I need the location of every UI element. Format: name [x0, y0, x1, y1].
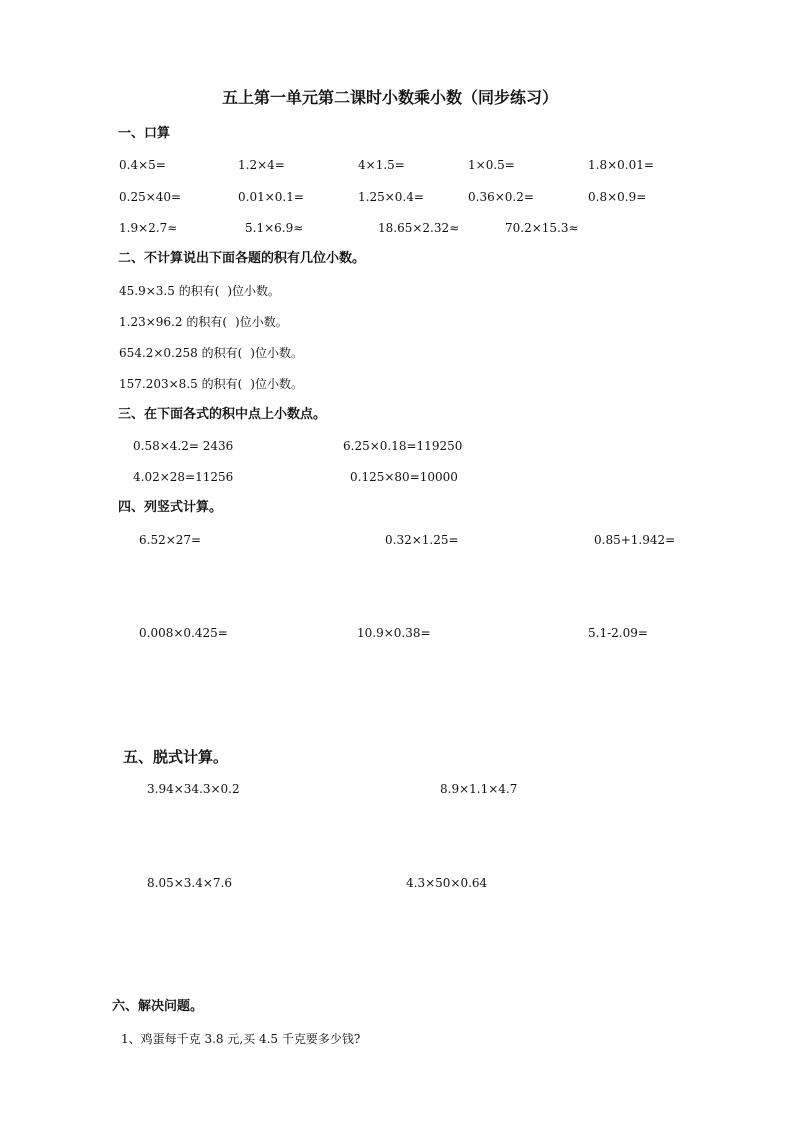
word-problem-1: 1、鸡蛋每千克 3.8 元,买 4.5 千克要多少钱? — [121, 1032, 361, 1046]
s4-item: 6.52×27= — [139, 533, 202, 547]
s2-item — [119, 315, 288, 329]
s2-item — [119, 284, 280, 298]
s2-post: )位小数。 — [250, 346, 303, 360]
s1-item: 0.8×0.9= — [588, 190, 647, 204]
section-1-heading: 一、口算 — [118, 126, 171, 141]
section-3-heading: 三、在下面各式的积中点上小数点。 — [118, 407, 327, 422]
s2-post: )位小数。 — [250, 377, 303, 391]
s2-pre: 的积有( — [201, 346, 243, 360]
s2-pre: 的积有( — [201, 377, 243, 391]
s1-item: 0.01×0.1= — [238, 190, 304, 204]
s3-item: 0.125×80=10000 — [350, 470, 458, 484]
s1-item: 18.65×2.32≈ — [378, 221, 460, 235]
s1-item: 1.25×0.4= — [358, 190, 424, 204]
s3-item: 6.25×0.18=119250 — [343, 439, 463, 453]
s4-item: 0.32×1.25= — [385, 533, 459, 547]
s5-item: 4.3×50×0.64 — [406, 876, 488, 890]
s2-post: )位小数。 — [227, 284, 281, 298]
s1-item: 4×1.5= — [358, 158, 405, 172]
s1-item: 0.36×0.2= — [468, 190, 534, 204]
s1-item: 1.2×4= — [238, 158, 285, 172]
s2-pre: 的积有( — [186, 315, 228, 329]
s1-item: 0.25×40= — [119, 190, 182, 204]
s4-item: 0.008×0.425= — [139, 626, 228, 640]
s3-item: 4.02×28=11256 — [133, 470, 234, 484]
s1-item: 0.4×5= — [119, 158, 166, 172]
section-4-heading: 四、列竖式计算。 — [118, 500, 223, 515]
s1-item: 1.9×2.7≈ — [119, 221, 178, 235]
page-title: 五上第一单元第二课时小数乘小数（同步练习） — [222, 88, 559, 107]
section-5-heading: 五、脱式计算。 — [123, 748, 229, 766]
s2-pre: 的积有( — [178, 284, 220, 298]
s3-item: 0.58×4.2= 2436 — [133, 439, 234, 453]
s4-item: 0.85+1.942= — [594, 533, 676, 547]
s2-item — [119, 377, 303, 391]
s2-item — [119, 346, 303, 360]
s1-item: 1×0.5= — [468, 158, 515, 172]
s5-item: 3.94×34.3×0.2 — [147, 782, 240, 796]
s2-expr: 157.203×8.5 — [119, 377, 198, 391]
section-2-heading: 二、不计算说出下面各题的积有几位小数。 — [118, 251, 366, 266]
s2-expr: 45.9×3.5 — [119, 284, 175, 298]
s1-item: 1.8×0.01= — [588, 158, 654, 172]
s1-item: 70.2×15.3≈ — [505, 221, 579, 235]
s2-expr: 654.2×0.258 — [119, 346, 198, 360]
s5-item: 8.9×1.1×4.7 — [440, 782, 518, 796]
s2-expr: 1.23×96.2 — [119, 315, 183, 329]
section-6-heading: 六、解决问题。 — [112, 999, 204, 1014]
s4-item: 10.9×0.38= — [357, 626, 431, 640]
s5-item: 8.05×3.4×7.6 — [147, 876, 232, 890]
s4-item: 5.1-2.09= — [588, 626, 648, 640]
s2-post: )位小数。 — [235, 315, 288, 329]
s1-item: 5.1×6.9≈ — [245, 221, 304, 235]
